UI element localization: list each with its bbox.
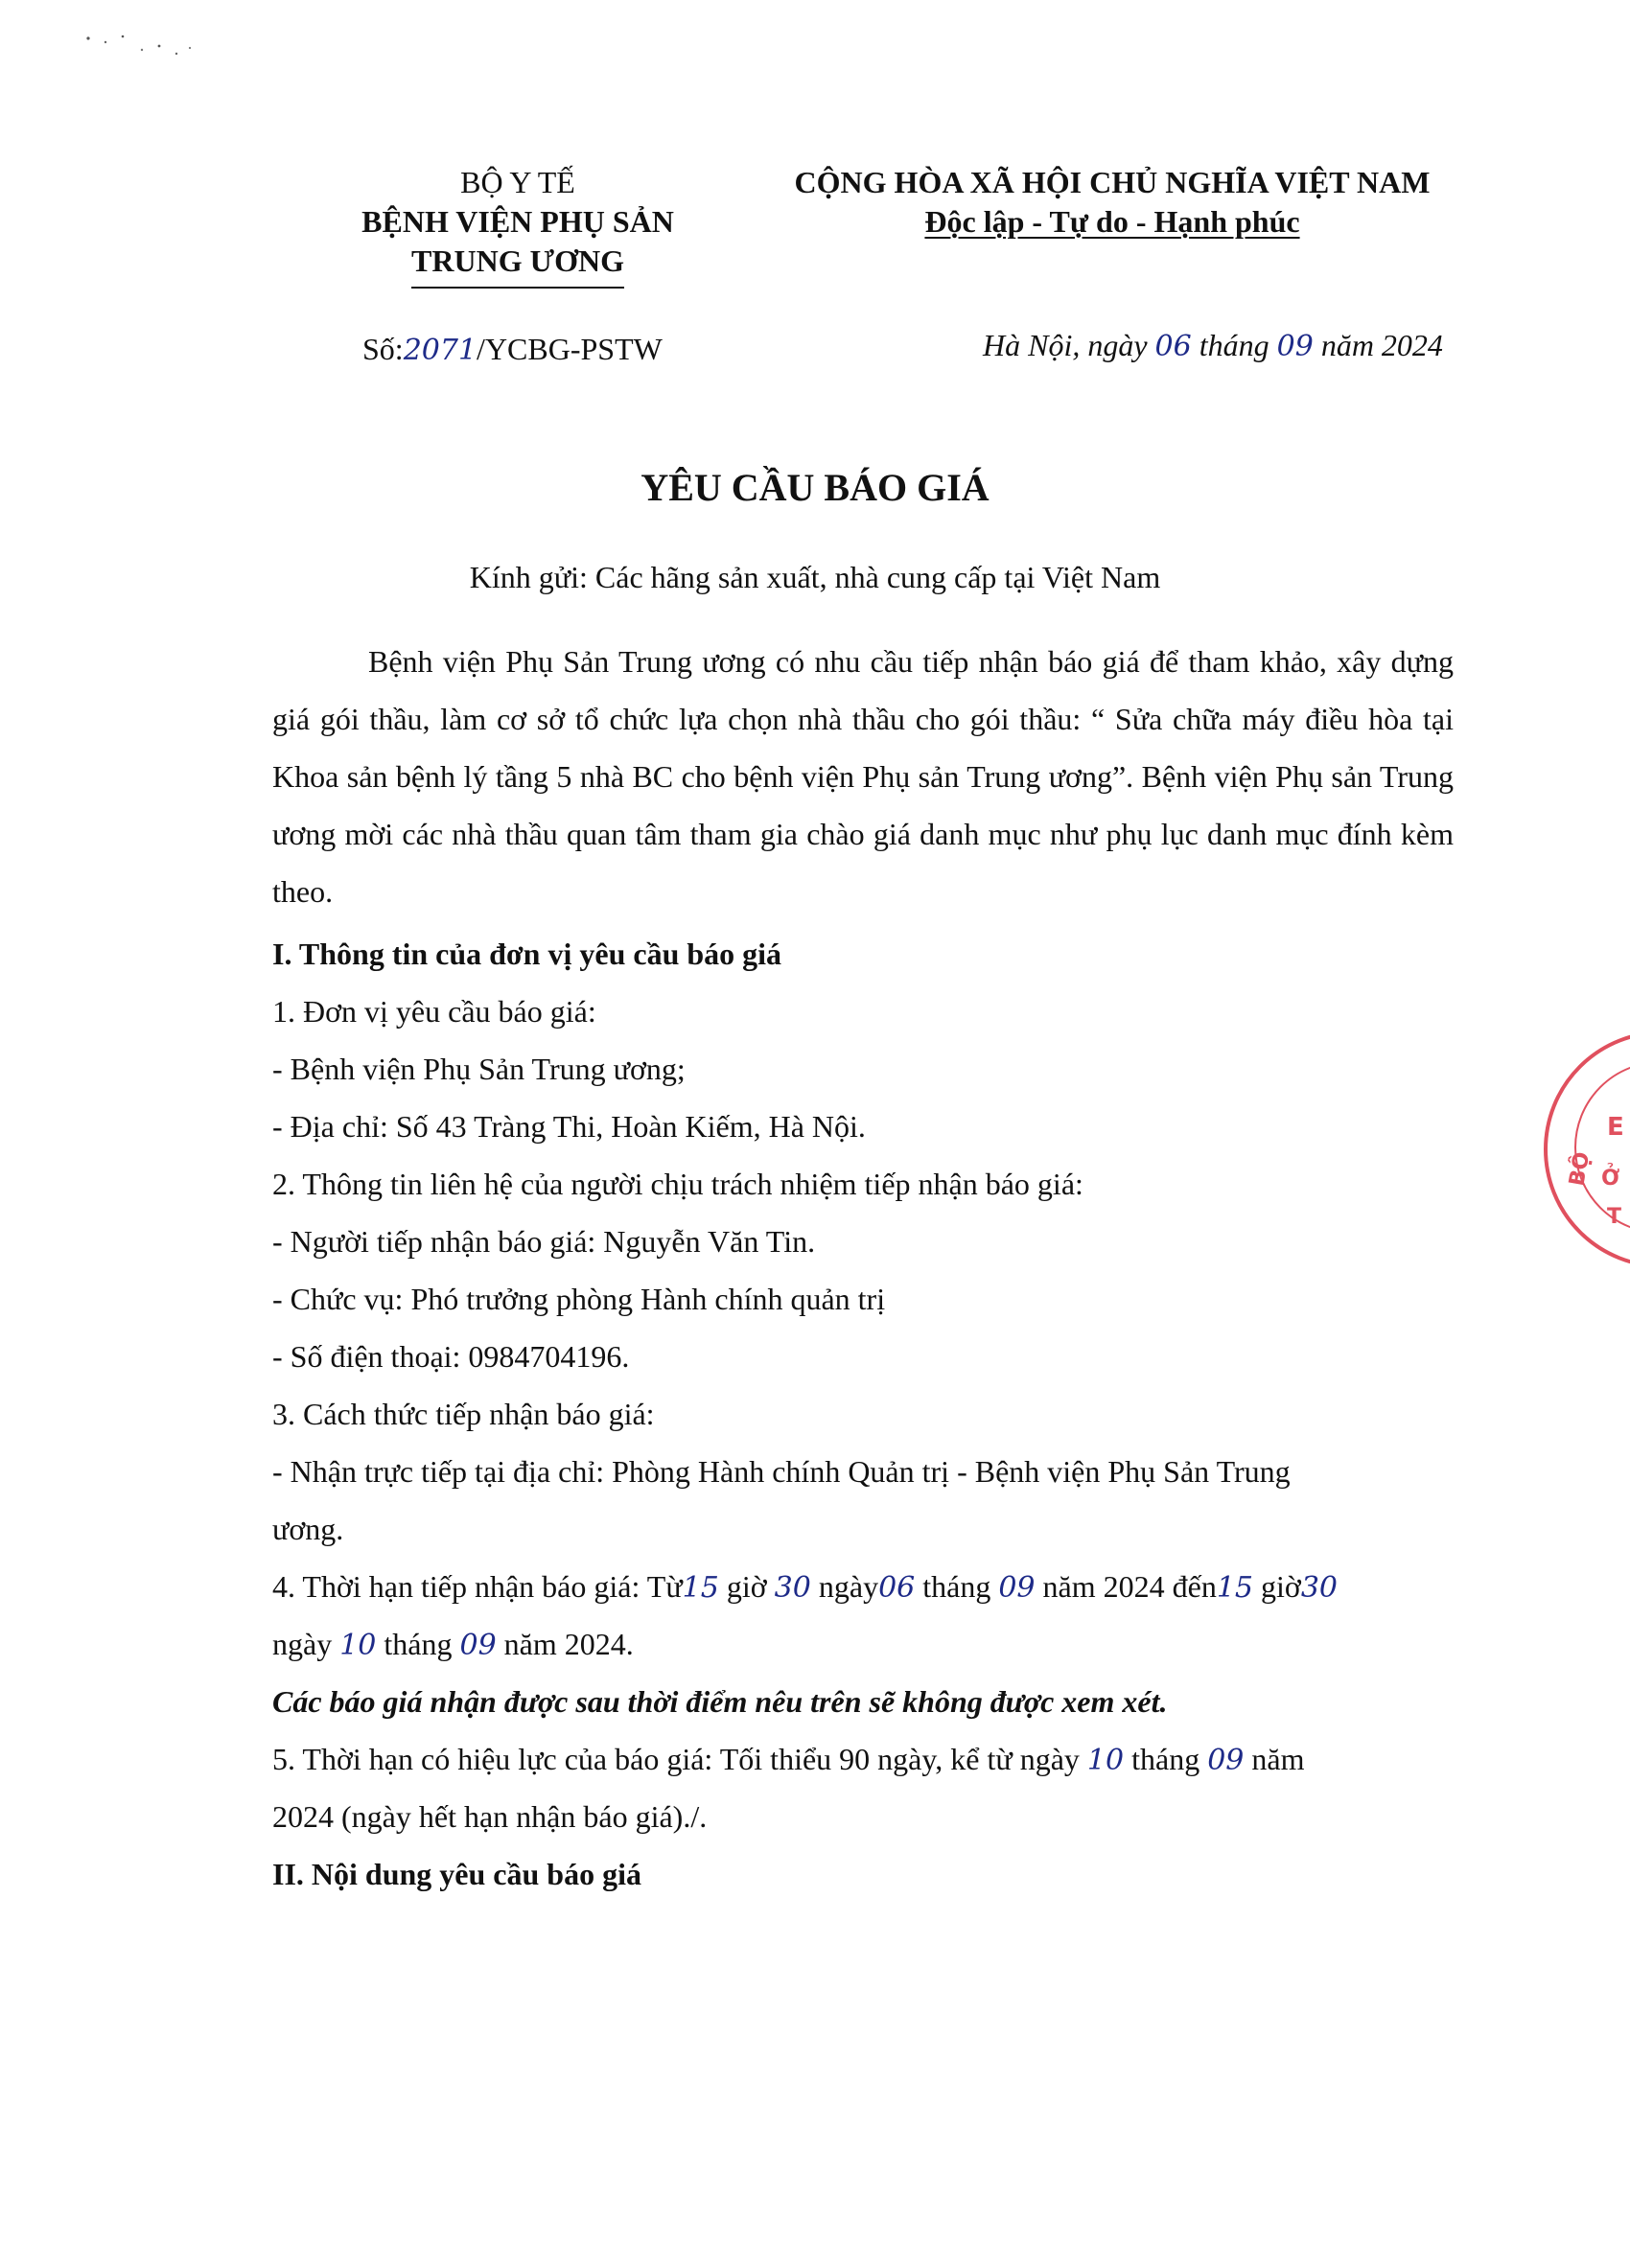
national-header [748,163,1477,242]
handwritten-valid-month: 09 [1207,1744,1245,1777]
handwritten-month: 09 [1276,330,1314,363]
list-item: - Chức vụ: Phó trưởng phòng Hành chính quản trị [272,1282,886,1316]
list-item: - Số điện thoại: 0984704196. [272,1339,630,1374]
year-end-text: năm 2024. [503,1627,634,1661]
handwritten-to-day: 10 [339,1629,377,1662]
seal-letter: BỘ [1565,1149,1595,1189]
list-item: - Địa chỉ: Số 43 Tràng Thi, Hoàn Kiếm, Hà Nội. [272,1109,866,1144]
item-3-heading: 3. Cách thức tiếp nhận báo giá: [272,1397,655,1431]
handwritten-from-day: 06 [878,1571,916,1605]
document-number [362,330,663,370]
late-submission-notice: Các báo giá nhận được sau thời điểm nêu trên sẽ không được xem xét. [272,1684,1168,1719]
seal-inner-ring [1574,1061,1630,1234]
item-5-line1 [272,1730,1509,1788]
list-item: ương. [272,1512,344,1546]
month-word: tháng [922,1569,991,1604]
list-item: - Bệnh viện Phụ Sản Trung ương; [272,1052,686,1086]
item-2-heading: 2. Thông tin liên hệ của người chịu trách nhiệm tiếp nhận báo giá: [272,1167,1083,1201]
body-content [272,925,1509,1903]
item-4-line1 [272,1558,1509,1615]
handwritten-to-month: 09 [459,1629,497,1662]
handwritten-from-minute: 30 [774,1571,811,1605]
handwritten-from-month: 09 [998,1571,1036,1605]
intro-paragraph: Bệnh viện Phụ Sản Trung ương có nhu cầu tiếp nhận báo giá để tham khảo, xây dựng giá gói thầu, làm cơ sở tổ chức lựa chọn nhà thầu cho gói thầu: “ Sửa chữa máy điều hòa tại Khoa sản bệnh lý tầng 5 nhà BC cho bệnh viện Phụ sản Trung ương”. Bệnh viện Phụ sản Trung ương mời các nhà thầu quan tâm tham gia chào giá danh mục như phụ lục danh mục đính kèm theo. [272,644,1454,909]
section-2-heading: II. Nội dung yêu cầu báo giá [272,1857,641,1891]
doc-number-suffix: /YCBG-PSTW [477,332,663,366]
recipient-line: Kính gửi: Các hãng sản xuất, nhà cung cấp tại Việt Nam [469,560,1161,594]
date-year: năm 2024 [1320,328,1443,362]
handwritten-day: 06 [1154,330,1192,363]
date-month-label: tháng [1199,328,1269,362]
item-5-label: 5. Thời hạn có hiệu lực của báo giá: Tối thiểu 90 ngày, kể từ ngày [272,1742,1080,1776]
day-word: ngày [272,1627,333,1661]
seal-letter: T [1607,1205,1622,1229]
hour-word: giờ [1261,1569,1301,1604]
item-5-line2: 2024 (ngày hết hạn nhận báo giá)./. [272,1799,708,1834]
official-seal-stamp [1544,1030,1630,1268]
month-word: tháng [384,1627,453,1661]
handwritten-doc-number: 2071 [403,334,477,367]
hospital-name-line1: BỆNH VIỆN PHỤ SẢN [361,204,674,239]
hospital-name-line2: TRUNG ƯƠNG [411,242,624,289]
seal-letter: E [1607,1113,1624,1142]
doc-number-prefix: Số: [362,332,404,366]
handwritten-from-hour: 15 [682,1571,719,1605]
issue-date [983,326,1443,366]
document-title: YÊU CẦU BÁO GIÁ [640,466,990,509]
scan-specks [84,29,199,86]
year-to-text: năm 2024 đến [1042,1569,1217,1604]
year-word: năm [1251,1742,1305,1776]
day-word: ngày [818,1569,879,1604]
handwritten-to-minute: 30 [1300,1571,1339,1605]
list-item: - Người tiếp nhận báo giá: Nguyễn Văn Tin. [272,1224,816,1259]
item-4-label: 4. Thời hạn tiếp nhận báo giá: Từ [272,1569,683,1604]
country-name: CỘNG HÒA XÃ HỘI CHỦ NGHĨA VIỆT NAM [794,165,1431,199]
national-motto: Độc lập - Tự do - Hạnh phúc [924,204,1300,239]
seal-letter: Ở [1601,1167,1620,1191]
date-prefix: Hà Nội, ngày [983,328,1148,362]
issuing-authority [316,163,719,289]
handwritten-valid-day: 10 [1086,1744,1125,1777]
ministry-name: BỘ Y TẾ [460,165,575,199]
handwritten-to-hour: 15 [1216,1571,1254,1605]
list-item: - Nhận trực tiếp tại địa chỉ: Phòng Hành chính Quản trị - Bệnh viện Phụ Sản Trung [272,1454,1291,1489]
section-1-heading: I. Thông tin của đơn vị yêu cầu báo giá [272,937,782,971]
hour-word: giờ [726,1569,767,1604]
month-word: tháng [1131,1742,1200,1776]
item-4-line2 [272,1615,1509,1673]
item-1-heading: 1. Đơn vị yêu cầu báo giá: [272,994,596,1029]
